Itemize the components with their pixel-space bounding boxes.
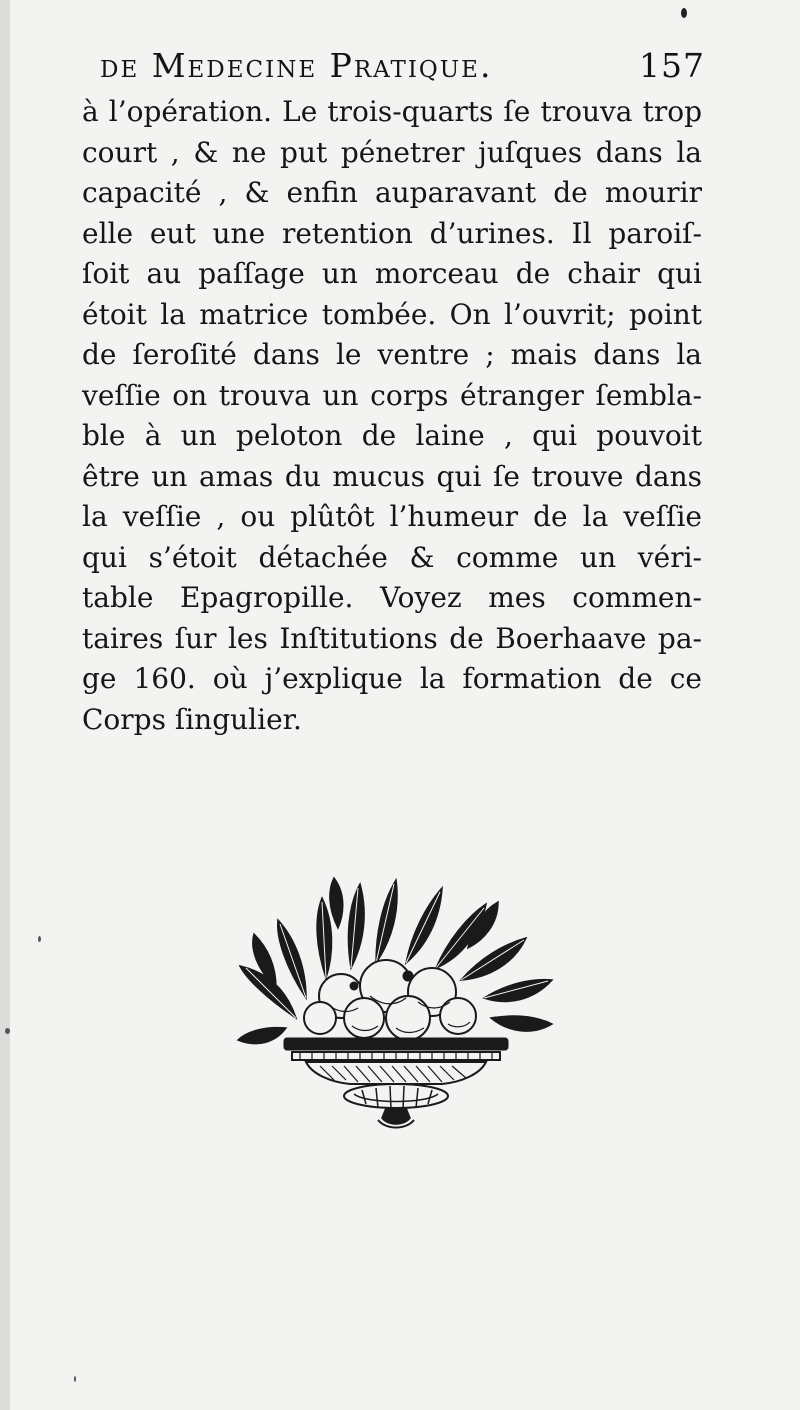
- text-line: taires ſur les Inſtitutions de Boerhaave pa-: [82, 621, 702, 655]
- text-line: table Epagropille. Voyez mes commen-: [82, 581, 702, 614]
- text-line: court , & ne put pénetrer juſques dans la: [82, 135, 702, 169]
- page-gutter-shadow: [0, 0, 10, 1410]
- text-line: ge 160. où j’explique la formation de ce: [82, 662, 702, 695]
- text-line: ble à un peloton de laine , qui pouvoit: [82, 419, 702, 452]
- paper-speck: [74, 1376, 76, 1382]
- text-line: capacité , & enfin auparavant de mourir: [82, 176, 702, 209]
- body-paragraph: [82, 92, 702, 740]
- running-head: [100, 44, 705, 88]
- page-number: 157: [639, 46, 705, 85]
- text-line: veſſie on trouva un corps étranger ſembla-: [82, 378, 702, 412]
- text-line: la veſſie , ou plûtôt l’humeur de la veſſie: [82, 500, 702, 533]
- text-line: elle eut une retention d’urines. Il paroiſ-: [82, 216, 702, 250]
- text-line: à l’opération. Le trois-quarts ſe trouva trop: [82, 95, 702, 128]
- paper-speck: [5, 1028, 10, 1034]
- text-line-last: Corps ſingulier.: [82, 702, 302, 736]
- paper-speck: [681, 8, 687, 18]
- text-line: ſoit au paſſage un morceau de chair qui: [82, 257, 702, 290]
- text-line: qui s’étoit détachée & comme un véri-: [82, 540, 702, 574]
- paper-speck: [38, 936, 41, 942]
- text-line: étoit la matrice tombée. On l’ouvrit; point: [82, 297, 702, 331]
- text-line: être un amas du mucus qui ſe trouve dans: [82, 459, 702, 493]
- running-head-title: de Medecine Pratique.: [100, 46, 493, 85]
- flower-basket-ornament-icon: [236, 868, 556, 1130]
- text-line: de ſeroſité dans le ventre ; mais dans la: [82, 338, 702, 371]
